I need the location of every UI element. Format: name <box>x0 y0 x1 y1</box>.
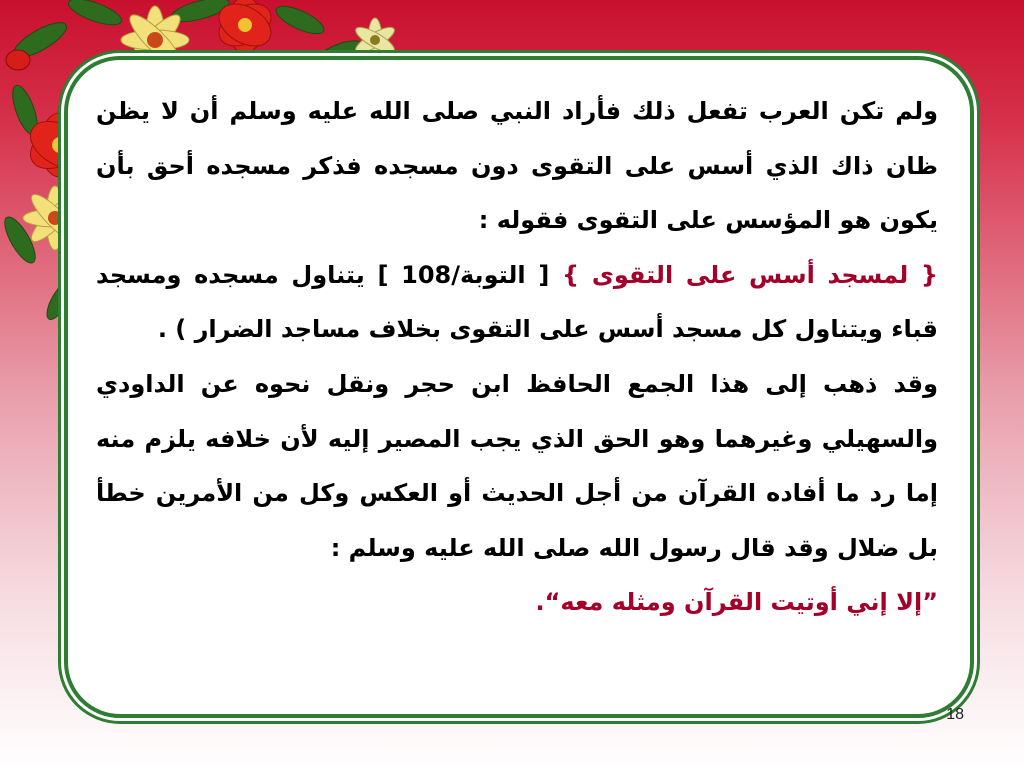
text-segment: [ التوبة/108 ] يتناول مسجده ومسجد قباء ويتناول كل مسجد أسس على التقوى بخلاف مساجد الضرار ) . <box>96 260 938 344</box>
paragraph-3 <box>96 357 938 575</box>
paragraph-4 <box>96 575 938 630</box>
text-segment: ولم تكن العرب تفعل ذلك فأراد النبي صلى الله عليه وسلم أن لا يظن ظان ذاك الذي أسس على التقوى دون مسجده فذكر مسجده أحق بأن يكون هو المؤسس على التقوى فقوله : <box>96 97 938 235</box>
slide-text <box>96 84 938 630</box>
paragraph-2 <box>96 248 938 357</box>
hadith-quote: ”إلا إني أوتيت القرآن ومثله معه“. <box>535 588 938 617</box>
slide-number: 18 <box>946 706 964 723</box>
text-segment: وقد ذهب إلى هذا الجمع الحافظ ابن حجر ونقل نحوه عن الداودي والسهيلي وغيرهما وهو الحق الذي يجب المصير إليه لأن خلافه يلزم منه إما رد ما أفاده القرآن من أجل الحديث أو العكس وكل من الأمرين خطأ بل ضلال وقد قال رسول الله صلى الله عليه وسلم : <box>96 369 938 562</box>
paragraph-1 <box>96 84 938 248</box>
quran-quote: { لمسجد أسس على التقوى } <box>562 260 938 289</box>
